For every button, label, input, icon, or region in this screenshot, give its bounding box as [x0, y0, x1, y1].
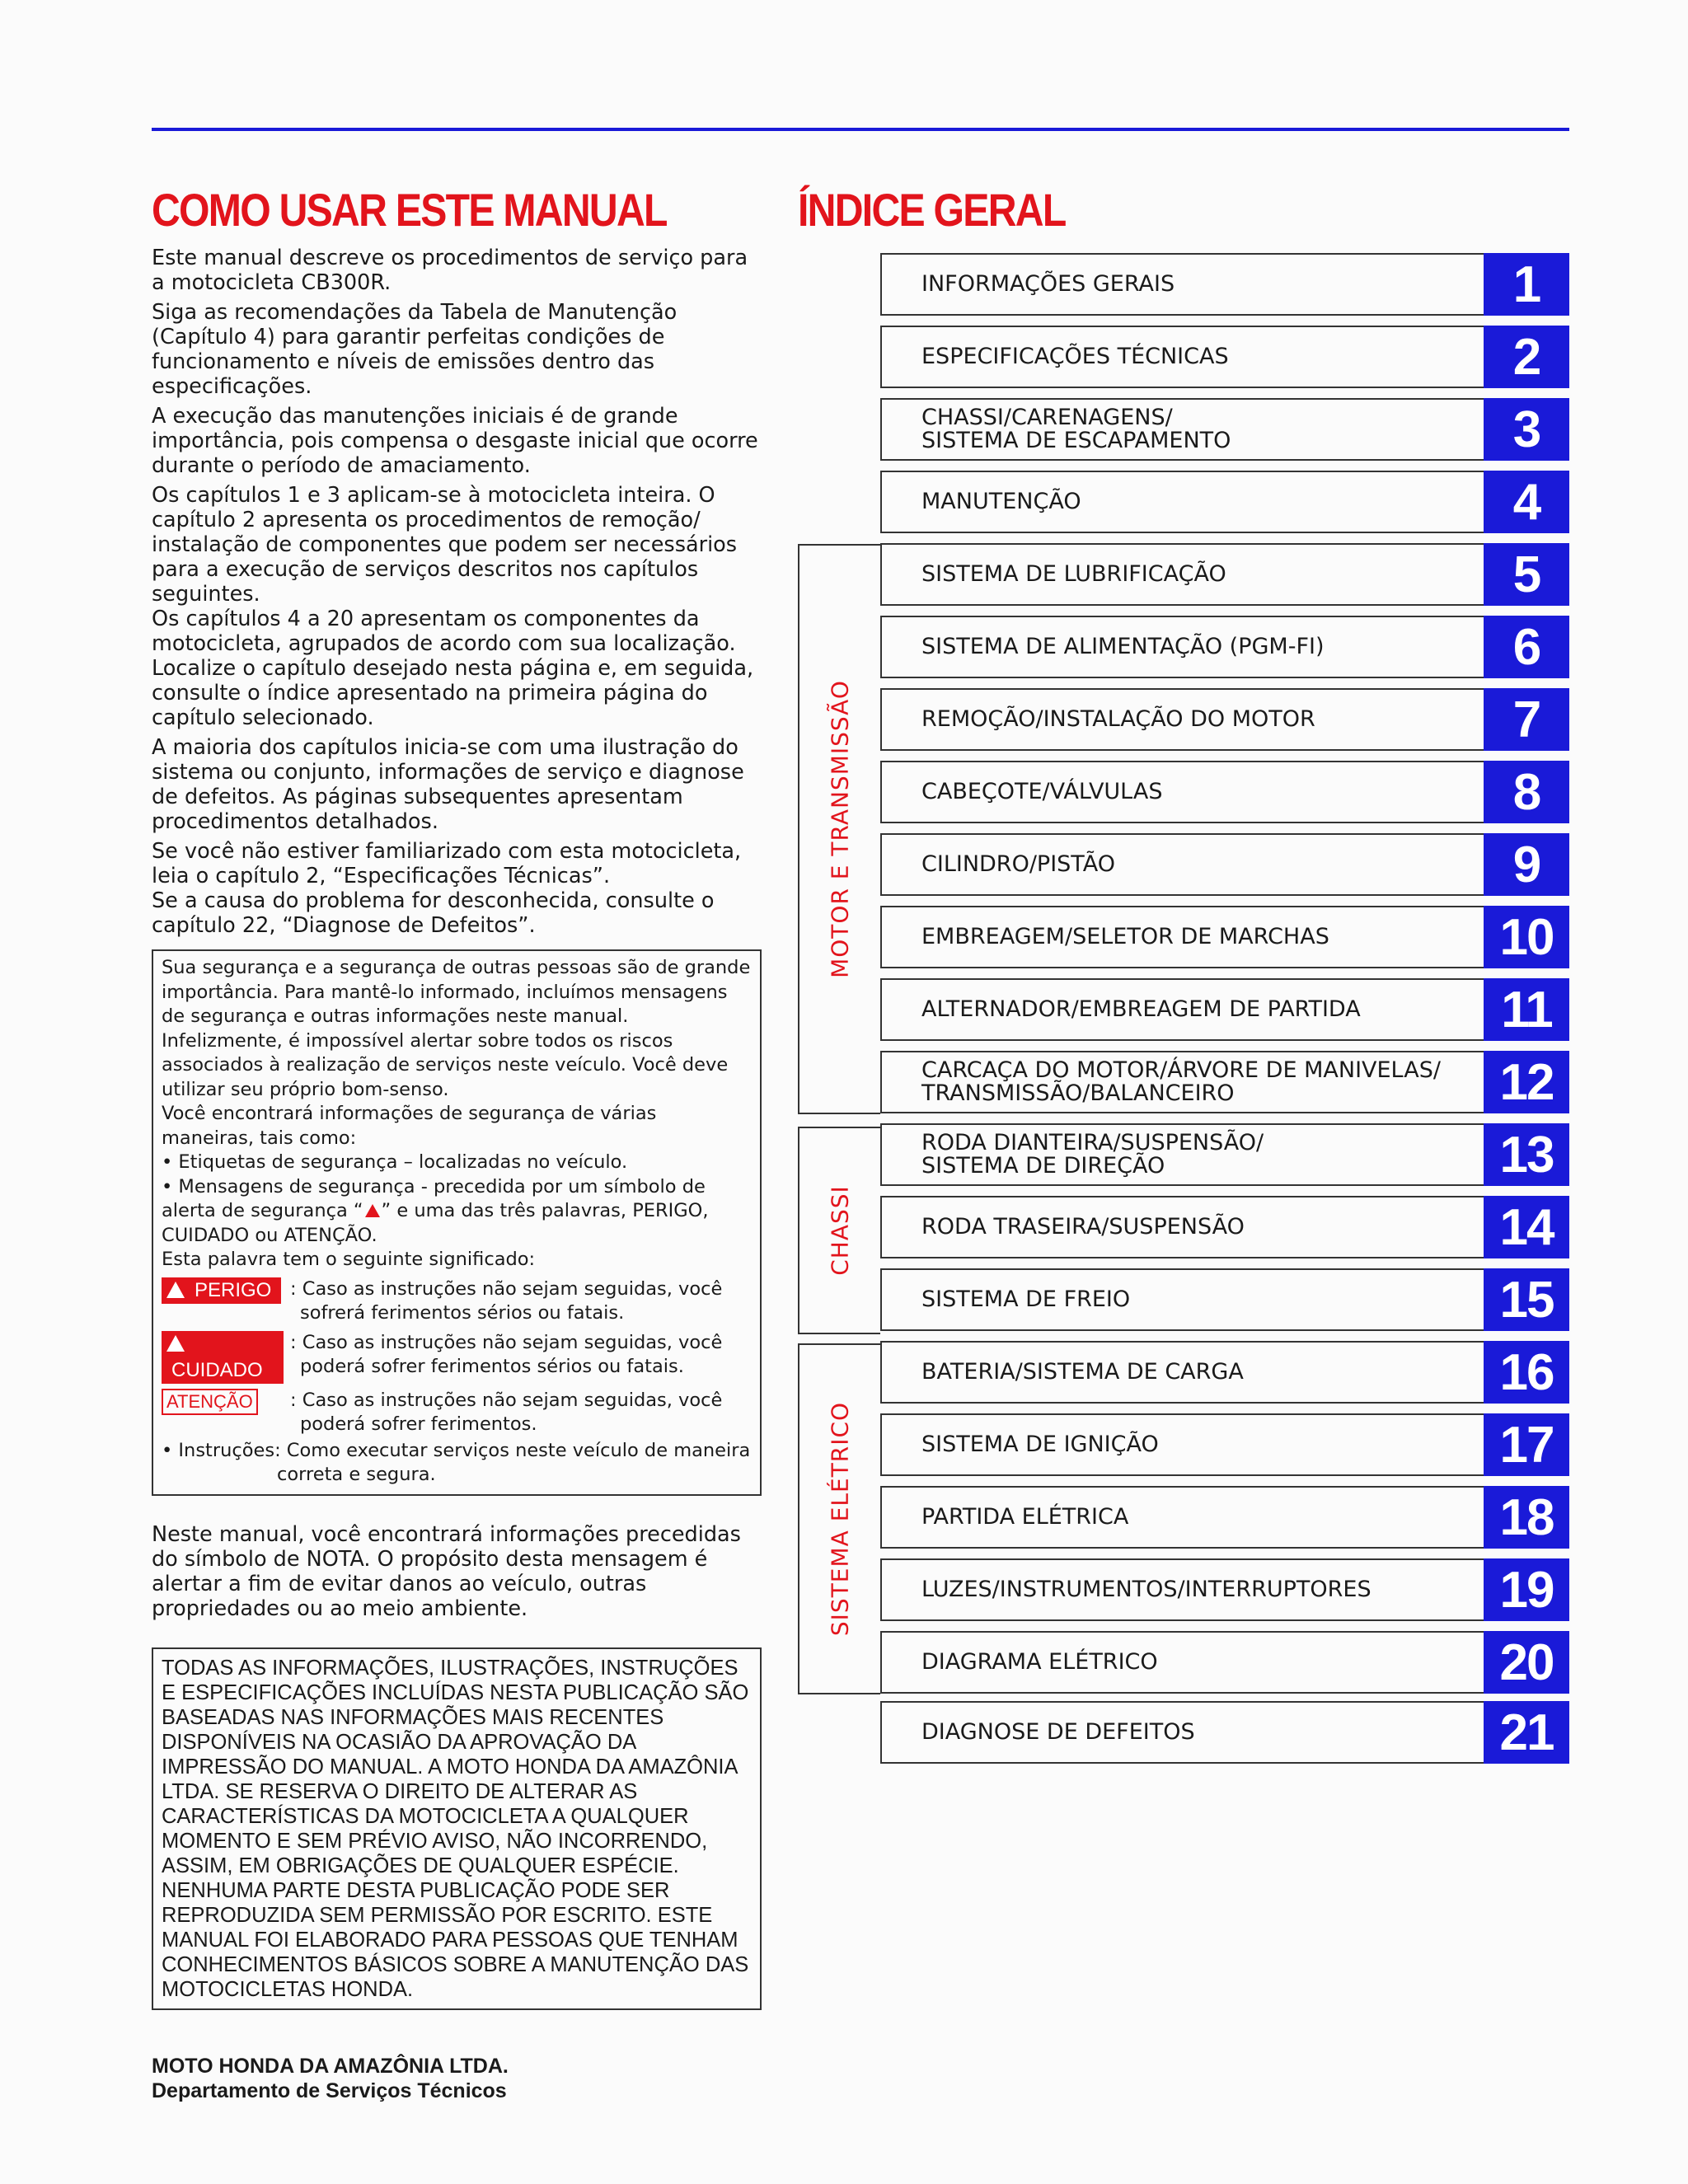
intro-paragraph: Se você não estiver familiarizado com esta motocicleta, leia o capítulo 2, “Especificações Técnicas”.: [152, 839, 742, 888]
chapter-number: 12: [1484, 1051, 1569, 1113]
chapter-number: 14: [1484, 1196, 1569, 1258]
intro-paragraph: Siga as recomendações da Tabela de Manutenção (Capítulo 4) para garantir perfeitas condições de funcionamento e níveis de emissões dentro das especificações.: [152, 300, 678, 399]
chapter-number: 4: [1484, 471, 1569, 533]
chapter-number: 17: [1484, 1413, 1569, 1476]
how-to-use-section: [152, 246, 762, 2010]
safety-paragraph: Você encontrará informações de segurança de várias maneiras, tais como:: [162, 1103, 657, 1149]
group-chassi: CHASSI: [798, 1127, 880, 1334]
safety-box: [152, 949, 762, 1496]
chapter-number: 18: [1484, 1486, 1569, 1549]
index-row[interactable]: CABEÇOTE/VÁLVULAS 8: [880, 761, 1569, 823]
index-row[interactable]: RODA TRASEIRA/SUSPENSÃO 14: [880, 1196, 1569, 1258]
chapter-number: 21: [1484, 1701, 1569, 1764]
safety-paragraph: Sua segurança e a segurança de outras pessoas são de grande importância. Para mantê-lo informado, incluímos mensagens de segurança e outras informações neste manual. Infelizmente, é impossível alertar sobre todos os riscos associados à realização de serviços neste veículo. Você deve utilizar seu próprio bom-senso.: [162, 957, 751, 1100]
index-row[interactable]: EMBREAGEM/SELETOR DE MARCHAS 10: [880, 906, 1569, 968]
signal-word-cuidado: CUIDADO : Caso as instruções não sejam seguidas, você poderá sofrer ferimentos sérios ou fatais.: [162, 1331, 752, 1384]
index-row[interactable]: SISTEMA DE IGNIÇÃO 17: [880, 1413, 1569, 1476]
index-row[interactable]: DIAGNOSE DE DEFEITOS 21: [880, 1701, 1569, 1764]
chapter-number: 15: [1484, 1268, 1569, 1331]
chapter-number: 20: [1484, 1631, 1569, 1694]
index-row[interactable]: MANUTENÇÃO 4: [880, 471, 1569, 533]
top-rule: [152, 128, 1569, 131]
index-row[interactable]: REMOÇÃO/INSTALAÇÃO DO MOTOR 7: [880, 688, 1569, 751]
group-sistema-eletrico: SISTEMA ELÉTRICO: [798, 1343, 880, 1694]
chapter-number: 6: [1484, 616, 1569, 678]
chapter-number: 7: [1484, 688, 1569, 751]
chapter-number: 11: [1484, 978, 1569, 1041]
chapter-number: 3: [1484, 398, 1569, 461]
intro-paragraph: Este manual descreve os procedimentos de serviço para a motocicleta CB300R.: [152, 246, 748, 295]
index-row[interactable]: SISTEMA DE FREIO 15: [880, 1268, 1569, 1331]
intro-paragraph: A maioria dos capítulos inicia-se com uma ilustração do sistema ou conjunto, informações de serviço e diagnose de defeitos. As páginas subsequentes apresentam procedimentos detalhados.: [152, 735, 744, 834]
safety-bullet: • Etiquetas de segurança – localizadas no veículo.: [162, 1151, 628, 1173]
chapter-number: 13: [1484, 1123, 1569, 1186]
index-row[interactable]: DIAGRAMA ELÉTRICO 20: [880, 1631, 1569, 1694]
company-name: MOTO HONDA DA AMAZÔNIA LTDA.: [152, 2055, 509, 2078]
index-row[interactable]: ESPECIFICAÇÕES TÉCNICAS 2: [880, 326, 1569, 388]
index-row[interactable]: BATERIA/SISTEMA DE CARGA 16: [880, 1341, 1569, 1404]
left-page-title: COMO USAR ESTE MANUAL: [152, 184, 667, 236]
index-row[interactable]: INFORMAÇÕES GERAIS 1: [880, 253, 1569, 316]
department-name: Departamento de Serviços Técnicos: [152, 2079, 507, 2102]
perigo-badge: PERIGO: [162, 1277, 281, 1304]
intro-paragraph: Os capítulos 4 a 20 apresentam os componentes da motocicleta, agrupados de acordo com sua localização. Localize o capítulo desejado nesta página e, em seguida, consulte o índice apresentado na primeira página do capítulo selecionado.: [152, 607, 754, 730]
index-row[interactable]: CHASSI/CARENAGENS/ SISTEMA DE ESCAPAMENTO 3: [880, 398, 1569, 461]
intro-paragraph: Se a causa do problema for desconhecida, consulte o capítulo 22, “Diagnose de Defeitos”.: [152, 888, 715, 938]
index-row[interactable]: SISTEMA DE LUBRIFICAÇÃO 5: [880, 543, 1569, 606]
alert-triangle-icon: [166, 1335, 185, 1352]
safety-bullet: • Instruções: Como executar serviços neste veículo de maneira correta e segura.: [162, 1439, 751, 1485]
intro-paragraph: A execução das manutenções iniciais é de grande importância, pois compensa o desgaste inicial que ocorre durante o período de amaciamento.: [152, 404, 758, 478]
chapter-number: 9: [1484, 833, 1569, 896]
index-row[interactable]: SISTEMA DE ALIMENTAÇÃO (PGM-FI) 6: [880, 616, 1569, 678]
index-row[interactable]: CILINDRO/PISTÃO 9: [880, 833, 1569, 896]
chapter-number: 16: [1484, 1341, 1569, 1404]
cuidado-badge: CUIDADO: [162, 1331, 284, 1384]
atencao-badge: ATENÇÃO: [162, 1389, 258, 1415]
chapter-number: 2: [1484, 326, 1569, 388]
chapter-number: 1: [1484, 253, 1569, 316]
nota-paragraph: Neste manual, você encontrará informações precedidas do símbolo de NOTA. O propósito desta mensagem é alertar a fim de evitar danos ao veículo, outras propriedades ou ao meio ambiente.: [152, 1521, 741, 1621]
group-motor-transmissao: MOTOR E TRANSMISSÃO: [798, 544, 880, 1114]
footer: [152, 2054, 509, 2103]
index-row[interactable]: ALTERNADOR/EMBREAGEM DE PARTIDA 11: [880, 978, 1569, 1041]
index-row[interactable]: LUZES/INSTRUMENTOS/INTERRUPTORES 19: [880, 1558, 1569, 1621]
safety-paragraph: Esta palavra tem o seguinte significado:: [162, 1249, 536, 1270]
safety-bullet: • Mensagens de segurança - precedida por um símbolo de alerta de segurança “ ” e uma das três palavras, PERIGO, CUIDADO ou ATENÇÃO.: [162, 1175, 709, 1246]
intro-paragraph: Os capítulos 1 e 3 aplicam-se à motocicleta inteira. O capítulo 2 apresenta os procedimentos de remoção/ instalação de componentes que podem ser necessários para a execução de serviços descritos nos capítulos seguintes.: [152, 483, 738, 607]
index-title: ÍNDICE GERAL: [798, 184, 1066, 236]
chapter-number: 8: [1484, 761, 1569, 823]
chapter-number: 5: [1484, 543, 1569, 606]
legal-notice-box: TODAS AS INFORMAÇÕES, ILUSTRAÇÕES, INSTRUÇÕES E ESPECIFICAÇÕES INCLUÍDAS NESTA PUBLICAÇÃO SÃO BASEADAS NAS INFORMAÇÕES MAIS RECENTES DISPONÍVEIS NA OCASIÃO DA APROVAÇÃO DA IMPRESSÃO DO MANUAL. A MOTO HONDA DA AMAZÔNIA LTDA. SE RESERVA O DIREITO DE ALTERAR AS CARACTERÍSTICAS DA MOTOCICLETA A QUALQUER MOMENTO E SEM PRÉVIO AVISO, NÃO INCORRENDO, ASSIM, EM OBRIGAÇÕES DE QUALQUER ESPÉCIE. NENHUMA PARTE DESTA PUBLICAÇÃO PODE SER REPRODUZIDA SEM PERMISSÃO POR ESCRITO. ESTE MANUAL FOI ELABORADO PARA PESSOAS QUE TENHAM CONHECIMENTOS BÁSICOS SOBRE A MANUTENÇÃO DAS MOTOCICLETAS HONDA.: [152, 1647, 762, 2010]
signal-word-atencao: ATENÇÃO : Caso as instruções não sejam seguidas, você poderá sofrer ferimentos.: [162, 1389, 752, 1437]
chapter-number: 10: [1484, 906, 1569, 968]
index-row[interactable]: RODA DIANTEIRA/SUSPENSÃO/ SISTEMA DE DIREÇÃO 13: [880, 1123, 1569, 1186]
alert-triangle-icon: [365, 1204, 380, 1217]
alert-triangle-icon: [166, 1282, 185, 1298]
chapter-number: 19: [1484, 1558, 1569, 1621]
signal-word-perigo: PERIGO : Caso as instruções não sejam seguidas, você sofrerá ferimentos sérios ou fatais.: [162, 1277, 752, 1326]
index-row[interactable]: PARTIDA ELÉTRICA 18: [880, 1486, 1569, 1549]
index-row[interactable]: CARCAÇA DO MOTOR/ÁRVORE DE MANIVELAS/ TRANSMISSÃO/BALANCEIRO 12: [880, 1051, 1569, 1113]
